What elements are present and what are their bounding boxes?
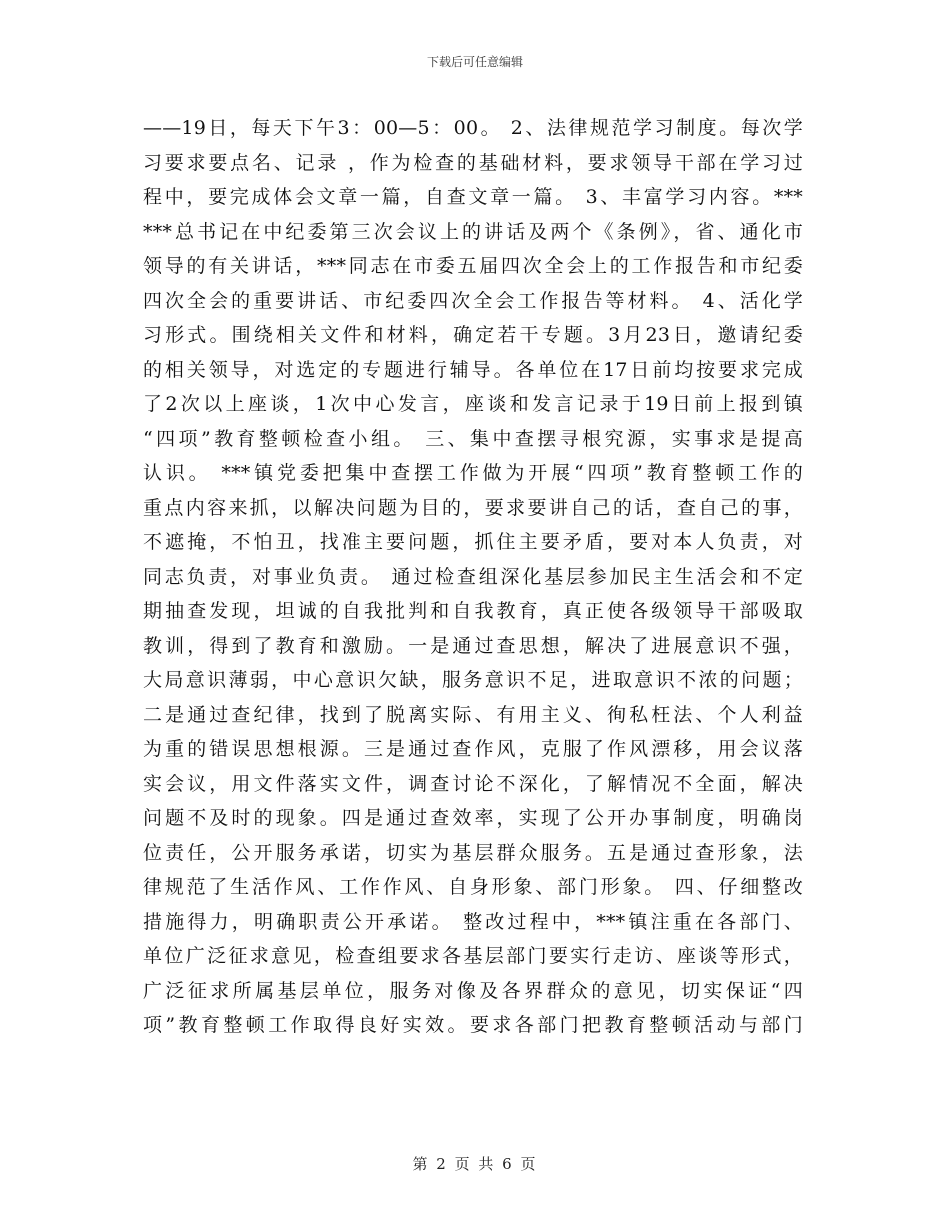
body-line: ***总书记在中纪委第三次会议上的讲话及两个《条例》，省、通化市 <box>143 220 803 243</box>
body-line: 期抽查发现，坦诚的自我批判和自我教育，真正使各级领导干部吸取 <box>143 600 803 622</box>
body-line: 为重的错误思想根源。三是通过查作风，克服了作风漂移，用会议落 <box>143 738 803 760</box>
body-line: 项”教育整顿工作取得良好实效。要求各部门把教育整顿活动与部门 <box>143 1014 803 1036</box>
body-line: 教训，得到了教育和激励。一是通过查思想，解决了进展意识不强， <box>143 634 803 657</box>
body-line: 实会议，用文件落实文件，调查讨论不深化，了解情况不全面，解决 <box>143 772 803 795</box>
body-line: 程中，要完成体会文章一篇，自查文章一篇。 3、丰富学习内容。*** <box>143 186 803 208</box>
body-line: 位责任，公开服务承诺，切实为基层群众服务。五是通过查形象，法 <box>143 841 803 864</box>
body-line: 领导的有关讲话，***同志在市委五届四次全会上的工作报告和市纪委 <box>143 255 803 277</box>
document-body <box>143 111 803 1121</box>
body-line: 习形式。围绕相关文件和材料，确定若干专题。3月23日，邀请纪委 <box>143 324 803 346</box>
body-line: ——19日，每天下午3：00—5：00。 2、法律规范学习制度。每次学 <box>143 117 803 139</box>
body-line: 同志负责，对事业负责。 通过检查组深化基层参加民主生活会和不定 <box>143 565 803 588</box>
body-line: 问题不及时的现象。四是通过查效率，实现了公开办事制度，明确岗 <box>143 807 803 829</box>
page-number: 第 2 页 共 6 页 <box>412 1155 538 1173</box>
body-line: “四项”教育整顿检查小组。 三、集中查摆寻根究源，实事求是提高 <box>143 427 803 450</box>
body-line: 二是通过查纪律，找到了脱离实际、有用主义、徇私枉法、个人利益 <box>143 703 803 726</box>
body-line: 四次全会的重要讲话、市纪委四次全会工作报告等材料。 4、活化学 <box>143 289 803 312</box>
body-line: 习要求要点名、记录 ，作为检查的基础材料，要求领导干部在学习过 <box>143 151 803 174</box>
body-line: 广泛征求所属基层单位，服务对像及各界群众的意见，切实保证“四 <box>143 979 803 1002</box>
body-line: 大局意识薄弱，中心意识欠缺，服务意识不足，进取意识不浓的问题； <box>143 669 803 691</box>
body-line: 的相关领导，对选定的专题进行辅导。各单位在17日前均按要求完成 <box>143 358 803 381</box>
body-line: 了2次以上座谈，1次中心发言，座谈和发言记录于19日前上报到镇 <box>143 393 803 415</box>
body-line: 单位广泛征求意见，检查组要求各基层部门要实行走访、座谈等形式， <box>143 945 803 967</box>
body-line: 重点内容来抓，以解决问题为目的，要求要讲自己的话，查自己的事， <box>143 496 803 519</box>
body-line: 不遮掩，不怕丑，找准主要问题，抓住主要矛盾，要对本人负责，对 <box>143 531 803 553</box>
body-line: 措施得力，明确职责公开承诺。 整改过程中，***镇注重在各部门、 <box>143 910 803 933</box>
body-line: 认识。 ***镇党委把集中查摆工作做为开展“四项”教育整顿工作的 <box>143 462 803 484</box>
page-header-note: 下载后可任意编辑 <box>426 55 523 69</box>
body-line: 律规范了生活作风、工作作风、自身形象、部门形象。 四、仔细整改 <box>143 876 803 898</box>
